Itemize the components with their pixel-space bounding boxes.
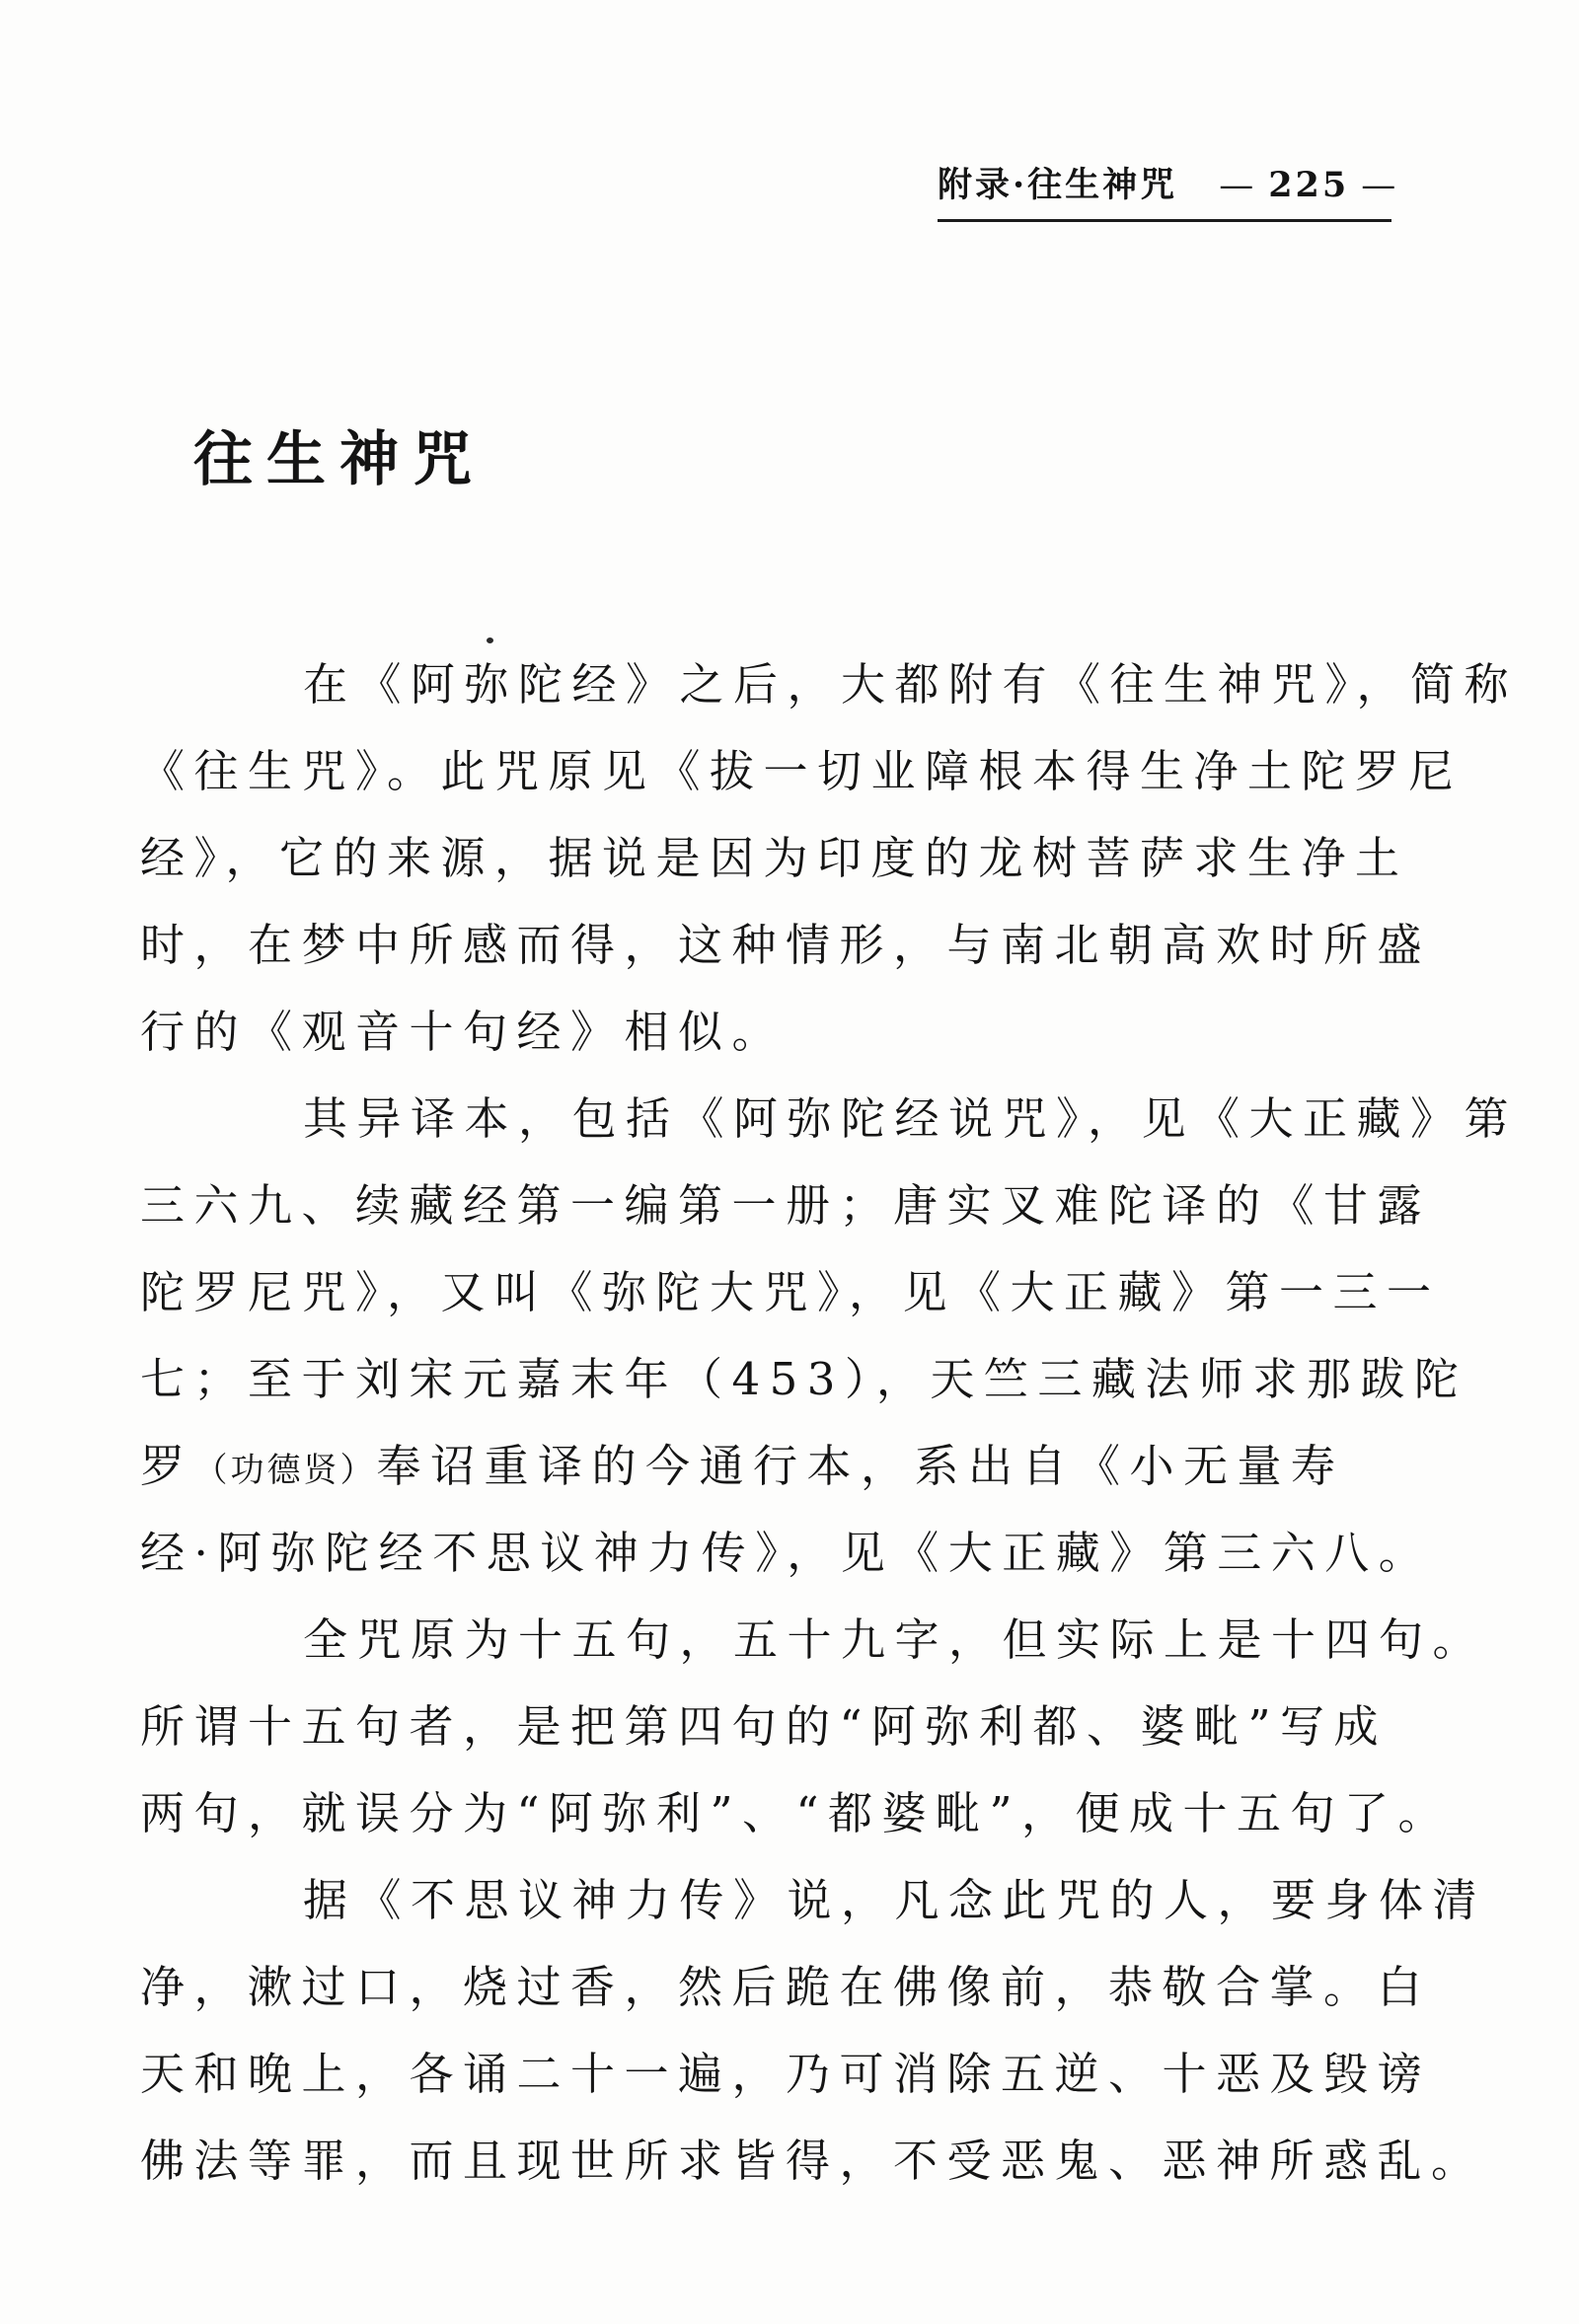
body-line: [140, 1423, 1502, 1510]
page-number-dash-right: —: [1361, 166, 1399, 205]
chapter-title: 往生神咒: [193, 425, 486, 494]
body-line: 《往生咒》。此咒原见《拔一切业障根本得生净土陀罗尼: [140, 745, 1464, 797]
body-text: [140, 641, 1519, 2205]
body-line: 行的《观音十句经》相似。: [140, 1006, 787, 1058]
page-number: 225: [1268, 165, 1350, 205]
page-number-dash-left: —: [1219, 166, 1257, 205]
body-line: 经》，它的来源，据说是因为印度的龙树菩萨求生净土: [140, 832, 1409, 884]
body-line: 七；至于刘宋元嘉末年（453），天竺三藏法师求那跋陀: [140, 1353, 1468, 1405]
body-line: 在《阿弥陀经》之后，大都附有《往生神咒》，简称: [303, 658, 1519, 711]
body-line: 天和晚上，各诵二十一遍，乃可消除五逆、十恶及毁谤: [140, 2048, 1432, 2100]
body-line-segment: 奉诏重译的今通行本，系出自《小无量寿: [376, 1440, 1345, 1492]
body-line: 时，在梦中所感而得，这种情形，与南北朝高欢时所盛: [140, 919, 1432, 971]
body-line: 据《不思议神力传》说，凡念此咒的人，要身体清: [303, 1874, 1487, 1926]
body-line: 其异译本，包括《阿弥陀经说咒》，见《大正藏》第: [303, 1092, 1519, 1145]
running-head: [938, 158, 1399, 222]
inline-annotation: （功德贤）: [193, 1451, 377, 1490]
body-line: 三六九、续藏经第一编第一册；唐实叉难陀译的《甘露: [140, 1179, 1432, 1232]
body-line: 全咒原为十五句，五十九字，但实际上是十四句。: [303, 1613, 1487, 1666]
body-line-segment: 罗: [140, 1440, 194, 1492]
body-line: 佛法等罪，而且现世所求皆得，不受恶鬼、恶神所惑乱。: [140, 2135, 1485, 2187]
body-line: 经·阿弥陀经不思议神力传》，见《大正藏》第三六八。: [140, 1527, 1433, 1579]
body-line: 净，漱过口，烧过香，然后跪在佛像前，恭敬合掌。白: [140, 1961, 1432, 2013]
body-line: 陀罗尼咒》，又叫《弥陀大咒》，见《大正藏》第一三一: [140, 1266, 1441, 1318]
running-head-title: 附录·往生神咒: [938, 165, 1178, 205]
body-line: 所谓十五句者，是把第四句的“阿弥利都、婆毗”写成: [140, 1700, 1389, 1753]
body-line: 两句，就误分为“阿弥利”、“都婆毗”，便成十五句了。: [140, 1787, 1453, 1839]
